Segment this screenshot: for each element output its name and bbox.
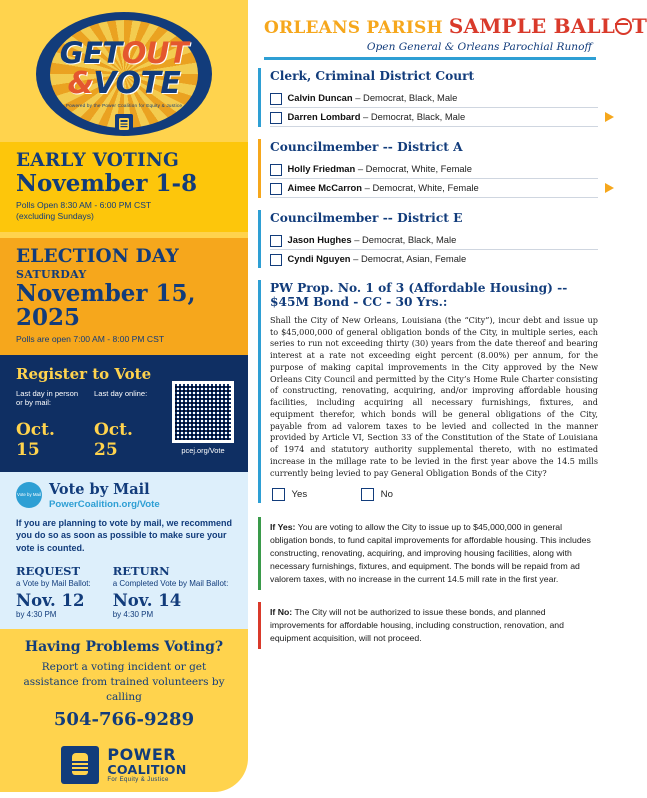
logo-powered-by: Powered by the Power Coalition for Equity & Justice xyxy=(65,103,183,109)
ballot-subtitle: Open General & Orleans Parochial Runoff xyxy=(366,41,592,53)
race-accent-bar xyxy=(258,68,261,127)
candidate-description: – Democrat, Black, Male xyxy=(363,110,466,122)
candidate-description: – Democrat, Black, Male xyxy=(354,233,457,245)
qr-code-icon[interactable] xyxy=(172,381,234,443)
candidate-row[interactable] xyxy=(270,179,598,198)
vbm-request-desc: a Vote by Mail Ballot: xyxy=(16,578,91,588)
early-voting-block xyxy=(0,142,248,232)
vbm-request-date: Nov. 12 xyxy=(16,591,85,611)
vote-by-mail-note: If you are planning to vote by mail, we recommend you do so as soon as possible to make sure your vote is counted. xyxy=(16,517,233,554)
vbm-return-title: RETURN xyxy=(112,563,170,578)
if-no-accent-bar xyxy=(258,602,261,649)
register-qr-caption: pcej.org/Vote xyxy=(181,445,225,455)
early-voting-hours: Polls Open 8:30 AM - 6:00 PM CST xyxy=(16,200,152,211)
power-coalition-line3: For Equity & Justice xyxy=(107,777,169,784)
candidate-description: – Democrat, White, Female xyxy=(364,181,479,193)
if-yes-label: If Yes: xyxy=(270,521,296,532)
candidate-description: – Democrat, White, Female xyxy=(357,162,472,174)
vote-by-mail-title: Vote by Mail xyxy=(49,480,150,498)
candidate-row[interactable] xyxy=(270,160,598,179)
logo-vote-label: VOTE xyxy=(93,66,181,102)
sample-ballot-label-tail: T xyxy=(632,14,647,38)
proposition-body: Shall the City of New Orleans, Louisiana (the “City”), incur debt and issue up to $45,000,000 of general obligation bonds of the City, in multiple series, each series to run not exceeding thirty (30) years from the date thereof and bearing interest at a rate not exceeding eight percent (8.00%) per annum, for the purpose of making capital improvements in the City approved by the New Orleans City Council and permitted by the City’s Home Rule Charter consisting of constructing, renovating, acquiring, and/or improving affordable housing facilities, including acquiring all necessary furnishings, fixtures, and equipment therefor, which bonds will be general obligations of the City, payable from ad valorem taxes to be levied and collected in the manner provided by Article VI, Section 33 of the Constitution of the State of Louisiana of 1974 and statutory authority supplemental thereto, with no estimated increase in the millage rate to be levied in the first year above the 14.5 mills currently being levied to pay General Obligation Bonds of the City? xyxy=(270,315,598,478)
early-voting-heading: EARLY VOTING xyxy=(16,150,179,171)
if-no-explanation xyxy=(258,600,602,651)
candidate-checkbox[interactable] xyxy=(270,183,282,195)
vote-by-mail-header xyxy=(16,481,234,510)
if-no-text xyxy=(270,606,598,645)
election-day-hours: Polls are open 7:00 AM - 8:00 PM CST xyxy=(16,333,165,344)
register-in-person-label: Last day in person or by mail: xyxy=(16,388,79,408)
proposition-choices xyxy=(272,488,598,501)
no-checkbox[interactable] xyxy=(361,488,374,501)
early-voting-note: (excluding Sundays) xyxy=(16,210,94,221)
vbm-return-desc: a Completed Vote by Mail Ballot: xyxy=(112,578,229,588)
race-councilmember-district-a xyxy=(258,131,602,202)
vbm-request-time: by 4:30 PM xyxy=(16,610,57,620)
problems-voting-block xyxy=(0,629,248,738)
proposition-yes-option[interactable] xyxy=(272,488,307,501)
vbm-return xyxy=(113,564,229,619)
race-pointer-arrow xyxy=(605,112,614,122)
register-qr-block[interactable] xyxy=(172,381,234,455)
register-online-label: Last day online: xyxy=(94,388,148,398)
candidate-name: Aimee McCarron xyxy=(287,181,363,193)
if-yes-body: You are voting to allow the City to issue up to $45,000,000 in general obligation bonds, to fund capital improvements for affordable housing. This includes constructing, renovating, acquiring, and improving housing facilities, along with necessary furnishings, fixtures, and equipment. The bonds will be repaid from ad valorem taxes, with no increase in the current 14.5 mill rate in the first year. xyxy=(270,521,591,584)
candidate-description: – Democrat, Black, Male xyxy=(355,91,458,103)
register-to-vote-block xyxy=(0,355,248,472)
yes-label: Yes xyxy=(291,489,308,501)
register-online-date: Oct. 25 xyxy=(94,419,133,460)
candidate-info xyxy=(288,234,457,246)
logo-get-label: GET xyxy=(59,36,122,71)
race-title: Clerk, Criminal District Court xyxy=(270,69,475,83)
register-heading: Register to Vote xyxy=(16,364,152,383)
proposition-affordable-housing xyxy=(258,272,602,507)
register-in-person-date: Oct. 15 xyxy=(16,419,55,460)
problems-text: Report a voting incident or get assistance from trained volunteers by calling xyxy=(23,661,225,704)
if-no-body: The City will not be authorized to issue these bonds, and planned improvements for affordable housing, including construction, renovation, and equipment acquisition, will not proceed. xyxy=(270,607,564,644)
problems-phone[interactable]: 504-766-9289 xyxy=(53,709,195,731)
race-pointer-arrow xyxy=(605,183,614,193)
globe-icon xyxy=(615,18,632,35)
vote-by-mail-block xyxy=(0,472,248,630)
candidate-name: Darren Lombard xyxy=(287,110,361,122)
candidate-info xyxy=(288,163,472,175)
candidate-row[interactable] xyxy=(270,108,598,127)
if-no-label: If No: xyxy=(270,607,293,618)
election-day-date: November 15, 2025 xyxy=(16,279,196,331)
candidate-checkbox[interactable] xyxy=(270,112,282,124)
if-yes-text xyxy=(270,521,598,586)
sample-ballot-label: SAMPLE BALL xyxy=(448,14,616,38)
mail-stamp-icon: Vote by Mail xyxy=(16,482,42,508)
logo-ampersand: & xyxy=(67,66,94,102)
candidate-info xyxy=(288,111,466,123)
candidate-info xyxy=(288,182,479,194)
vbm-return-date: Nov. 14 xyxy=(112,591,182,611)
election-day-weekday: SATURDAY xyxy=(16,267,87,281)
yes-checkbox[interactable] xyxy=(272,488,285,501)
vbm-request xyxy=(16,564,91,619)
race-title: Councilmember -- District A xyxy=(270,140,463,154)
vbm-request-title: REQUEST xyxy=(16,563,80,578)
problems-heading: Having Problems Voting? xyxy=(24,639,224,656)
parish-label: ORLEANS PARISH xyxy=(264,18,443,38)
candidate-row[interactable] xyxy=(270,250,598,268)
candidate-checkbox[interactable] xyxy=(270,235,282,247)
get-out-and-vote-logo xyxy=(36,12,212,136)
candidate-description: – Democrat, Asian, Female xyxy=(353,252,467,264)
vote-by-mail-deadlines xyxy=(16,564,234,619)
vbm-return-time: by 4:30 PM xyxy=(112,610,154,620)
race-accent-bar xyxy=(258,210,261,268)
ballot-header xyxy=(258,0,647,60)
ballot-content xyxy=(258,0,647,792)
candidate-checkbox[interactable] xyxy=(270,164,282,176)
candidate-info xyxy=(288,253,467,265)
candidate-checkbox[interactable] xyxy=(270,93,282,105)
register-online xyxy=(94,389,162,460)
voter-badge-icon xyxy=(115,114,133,134)
candidate-row[interactable] xyxy=(270,231,598,250)
proposition-title: PW Prop. No. 1 of 3 (Affordable Housing) -- $45M Bond - CC - 30 Yrs.: xyxy=(270,281,568,309)
proposition-no-option[interactable] xyxy=(361,488,393,501)
register-in-person xyxy=(16,389,84,460)
raised-fist-icon xyxy=(61,746,99,784)
candidate-name: Calvin Duncan xyxy=(287,91,353,103)
proposition-accent-bar xyxy=(258,280,261,503)
logo-out-label: OUT xyxy=(121,36,189,71)
candidate-checkbox[interactable] xyxy=(270,254,282,266)
candidate-info xyxy=(288,92,458,104)
election-day-heading: ELECTION DAY xyxy=(16,245,179,267)
race-accent-bar xyxy=(258,139,261,198)
candidate-name: Holly Friedman xyxy=(287,162,356,174)
power-coalition-line1: POWER xyxy=(107,744,177,764)
early-voting-dates: November 1-8 xyxy=(16,170,198,197)
vote-by-mail-url[interactable]: PowerCoalition.org/Vote xyxy=(49,498,160,510)
race-councilmember-district-e xyxy=(258,202,602,272)
power-coalition-logo xyxy=(0,738,248,798)
candidate-name: Cyndi Nguyen xyxy=(287,252,351,264)
race-title: Councilmember -- District E xyxy=(270,211,463,225)
logo-and-vote xyxy=(67,66,181,102)
sidebar xyxy=(0,0,248,792)
candidate-row[interactable] xyxy=(270,89,598,108)
power-coalition-wordmark xyxy=(107,744,187,784)
if-yes-explanation xyxy=(258,515,602,592)
power-coalition-line2: COALITION xyxy=(107,761,187,777)
logo-get-out xyxy=(59,36,189,71)
page-title xyxy=(264,14,647,38)
election-day-block xyxy=(0,238,248,355)
race-clerk-criminal-district-court xyxy=(258,60,602,131)
if-yes-accent-bar xyxy=(258,517,261,590)
no-label: No xyxy=(380,489,393,501)
candidate-name: Jason Hughes xyxy=(287,233,352,245)
